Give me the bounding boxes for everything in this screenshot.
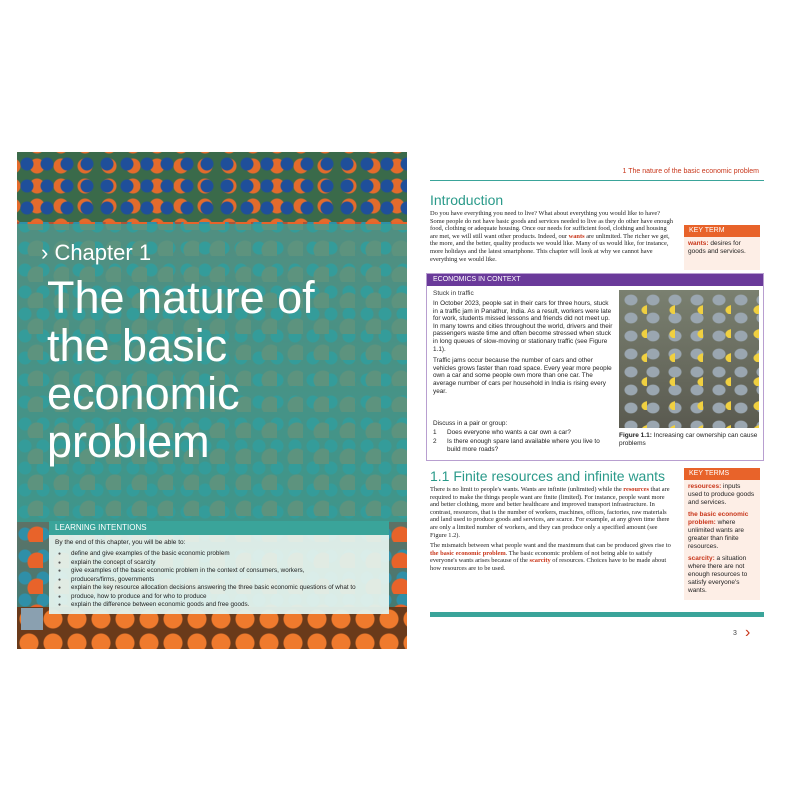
chevron-right-icon: › [745,624,751,641]
context-text [433,300,613,399]
key-term-word: wants: [688,240,709,247]
key-term-definition [684,237,760,259]
question-item [433,438,613,453]
context-paragraph: In October 2023, people sat in their cars for three hours, stuck in a traffic jam in Panathur, India. As a result, workers were late for work, students missed lessons and friends did not meet up. In many towns and cities throughout the world, drivers and their passengers waste time and often become stressed when stuck in long queues of slow-moving or stationary traffic (see Figure 1.1). [433,300,613,353]
question-number: 2 [433,438,437,446]
learning-intentions-box [49,521,389,614]
figure-label: Figure 1.1: [619,432,652,439]
text-run: . The basic economic problem of not being able to satisfy everyone's wants arises because of the [430,549,653,565]
list-item: ● explain the concept of scarcity [55,559,385,568]
introduction-paragraph [430,210,675,263]
question-text: Is there enough spare land available where you live to build more roads? [447,438,600,453]
key-term-entry [688,555,756,595]
question-list [433,429,613,454]
key-term-text: a situation where there are not enough resources to satisfy everyone's wants. [688,555,748,594]
keyword-scarcity: scarcity [529,557,551,565]
learning-intentions-header: LEARNING INTENTIONS [49,521,389,535]
key-term-box [684,225,760,270]
discussion-questions [433,420,613,455]
learning-intentions-intro: By the end of this chapter, you will be able to: [55,539,186,546]
key-term-entry [688,511,756,551]
list-item: ● give examples of the basic economic problem in the context of consumers, workers, [55,567,385,576]
chapter-label: › Chapter 1 [41,240,152,265]
footer-rule [430,612,764,617]
text-run: Do you have everything you need to live? What about everything you would like to have? Some people do not have basic goods and services needed to live as they do other have enough food, clothing or adequate housing. Once our needs for sufficient food, clothing and housing are met, we will still want other products. Indeed, our [430,210,673,240]
key-term-text: where unlimited wants are greater than finite resources. [688,519,744,550]
left-page-cover-photo [17,152,407,649]
text-run: The mismatch between what people want and the maximum that can be produced gives rise to [430,542,671,550]
key-terms-box [684,468,760,600]
key-term-word: scarcity: [688,555,715,562]
list-item: ● producers/firms, governments [55,576,385,585]
key-term-header: KEY TERM [684,225,760,237]
right-page [412,152,783,649]
list-item: ● produce, how to produce and for who to produce [55,593,385,602]
figure-caption [619,432,759,448]
page-number: 3 [733,630,737,637]
keyword-resources: resources [623,486,649,493]
key-term-text: inputs used to produce goods and services. [688,483,755,506]
discuss-label: Discuss in a pair or group: [433,420,508,427]
list-item: ● define and give examples of the basic economic problem [55,550,385,559]
running-head: 1 The nature of the basic economic problem [622,168,759,175]
list-item: ● explain the key resource allocation decisions answering the three basic economic questions of what to [55,584,385,593]
keyword-wants: wants [568,232,585,240]
question-item [433,429,613,437]
learning-intentions-list [55,550,385,610]
question-number: 1 [433,428,437,436]
text-run: that are required to make the things people want are finite (limited). For instance, people want more and better clothing, more and better healthcare and improved transport infrastructure. In contrast, resources, that is the number of workers, machines, offices, factories, raw materials and land used to produce goods and services, are scarce. For example, at any given time there are only a limited number of workers, and they can produce only a specified amount (see Figure 1.2). [430,486,670,539]
figure-icon [21,608,43,630]
question-text: Does everyone who wants a car own a car? [447,428,571,436]
figure-caption-text: Increasing car ownership can cause problems [619,432,758,447]
section-paragraph [430,486,675,539]
section-paragraph [430,542,675,572]
chapter-title: The nature of the basic economic problem [47,272,315,467]
traffic-jam-photo [619,290,759,428]
key-terms-list [684,480,760,602]
list-item: ● explain the difference between economic goods and free goods. [55,601,385,610]
text-run: There is no limit to people's wants. Wants are infinite (unlimited) while the [430,486,624,493]
header-rule [430,180,764,181]
photo-band-top [17,152,407,222]
economics-in-context-box [426,273,764,461]
context-subheading: Stuck in traffic [433,290,474,297]
text-run: are unlimited. The richer we get, the more, and the better, quality products we would like. Many of us would like, for instance, more holidays and the latest smartphone. This chapter will look at why we cannot have everything we would like. [430,232,670,263]
text-run: of resources. Choices have to be made about how resources are to be used. [430,557,667,572]
section-body [430,486,675,576]
book-spread [17,152,783,649]
key-term-word: the basic economic problem: [688,511,749,526]
key-terms-header: KEY TERMS [684,468,760,480]
key-term-entry [688,483,756,507]
keyword-basic-economic-problem: the basic economic problem [430,549,506,557]
key-term-word: resources: [688,483,722,490]
key-term-text: desires for goods and services. [688,240,746,255]
context-paragraph: Traffic jams occur because the number of cars and other vehicles grows faster than road space. Every year more people own a car and some people own more than one car. The average number of cars per household in India is rising every year. [433,357,612,395]
economics-in-context-header: ECONOMICS IN CONTEXT [427,274,763,286]
section-heading: 1.1 Finite resources and infinite wants [430,468,666,484]
introduction-heading: Introduction [430,192,504,208]
